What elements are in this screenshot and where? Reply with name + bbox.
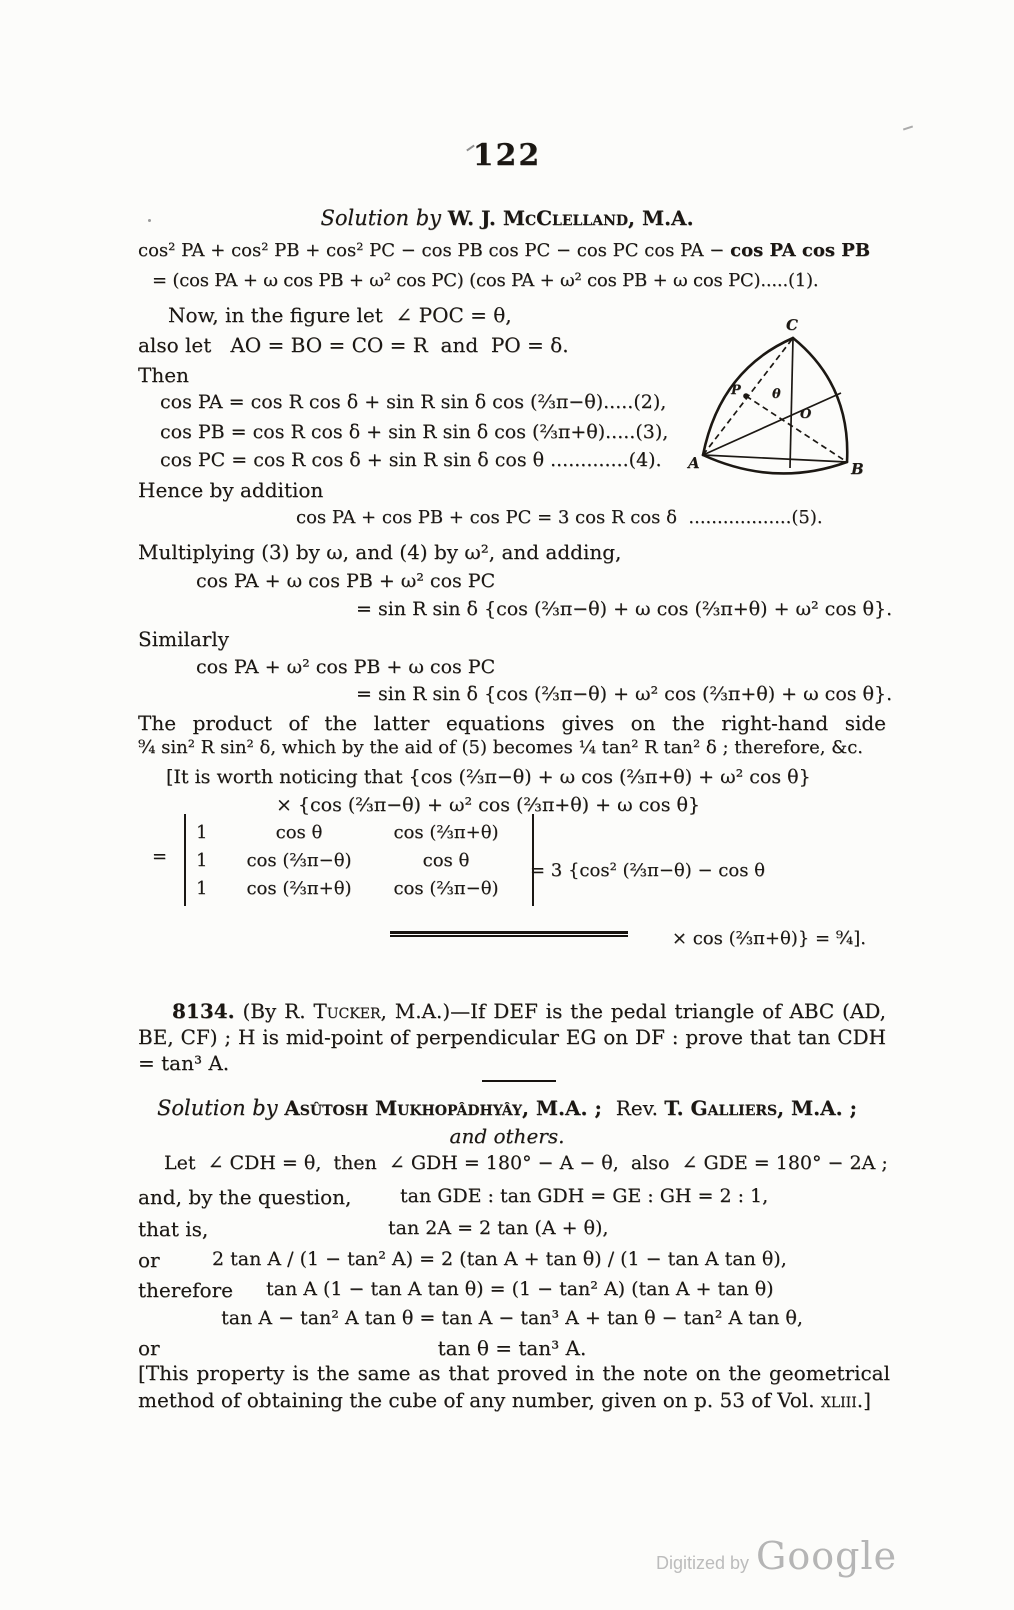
det-cell: 1 <box>196 821 208 843</box>
det-cell: cos θ <box>275 821 323 843</box>
det-cell: cos (⅔π+θ) <box>246 877 352 899</box>
digitized-by-label: Digitized by <box>656 1553 750 1573</box>
closing-note <box>138 1360 890 1414</box>
sol2-line1: Let ∠ CDH = θ, then ∠ GDH = 180° − A − θ, also ∠ GDE = 180° − 2A ; <box>164 1152 888 1174</box>
solver-name-2: T. Galliers, M.A. ; <box>664 1096 857 1120</box>
solution-by-label: Solution by <box>157 1096 285 1120</box>
bracket-note-line2: × {cos (⅔π−θ) + ω² cos (⅔π+θ) + ω cos θ} <box>275 794 701 816</box>
sol2-line5-label: therefore <box>138 1278 233 1302</box>
text-multiplying: Multiplying (3) by ω, and (4) by ω², and adding, <box>138 540 622 564</box>
note-text: [This property is the same as that proved in the note on the geometrical method of obtaining the cube of any number, given on p. 53 of Vol. <box>138 1361 890 1412</box>
text-product-line1: The product of the latter equations gives on the right-hand side <box>138 711 886 735</box>
line-A-through-O <box>703 393 841 455</box>
determinant-rhs <box>530 818 866 991</box>
figure-label-P: P <box>731 383 741 398</box>
equation-6b: = sin R sin δ {cos (⅔π−θ) + ω cos (⅔π+θ) + ω² cos θ}. <box>356 598 893 620</box>
solver-rev-label: Rev. <box>615 1096 665 1120</box>
equation-6a: cos PA + ω cos PB + ω² cos PC <box>196 570 496 592</box>
equals-sign: = <box>152 846 168 867</box>
solution2-header <box>0 1096 1014 1121</box>
sol2-line3-label: that is, <box>138 1217 209 1241</box>
text-now-in-figure: Now, in the figure let ∠ POC = θ, <box>168 303 512 327</box>
determinant-block <box>138 814 898 949</box>
solver-name: W. J. McClelland, M.A. <box>447 206 694 230</box>
determinant-matrix <box>184 814 534 906</box>
bracket-note-line1: [It is worth noticing that {cos (⅔π−θ) + ω cos (⅔π+θ) + ω² cos θ} <box>166 766 811 788</box>
det-cell: cos θ <box>422 849 470 871</box>
chord-AB <box>703 455 847 462</box>
note-text-end: .] <box>856 1388 871 1412</box>
short-rule-separator <box>482 1080 556 1082</box>
figure-svg <box>676 310 888 480</box>
sol2-line7-eq: tan θ = tan³ A. <box>437 1336 587 1360</box>
arc-CB <box>793 338 847 462</box>
sol2-line3-eq: tan 2A = 2 tan (A + θ), <box>388 1217 609 1239</box>
sol2-line2-eq: tan GDE : tan GDH = GE : GH = 2 : 1, <box>400 1185 769 1207</box>
sol2-line7-label: or <box>138 1336 160 1360</box>
equation-4: cos PC = cos R cos δ + sin R sin δ cos θ .............(4). <box>160 449 662 471</box>
figure-label-B: B <box>851 460 864 478</box>
spherical-triangle-figure <box>676 310 888 480</box>
equation-identity-line1 <box>138 240 870 262</box>
question-body: , M.A.)—If DEF is the pedal triangle of ABC (AD, BE, CF) ; H is mid-point of perpendicular EG on DF : prove that tan CDH = tan³ A. <box>138 999 886 1075</box>
solution1-header <box>0 206 1014 231</box>
equation-5: cos PA + cos PB + cos PC = 3 cos R cos δ ..................(5). <box>296 507 823 528</box>
det-cell: cos (⅔π+θ) <box>393 821 499 843</box>
equation-7b: = sin R sin δ {cos (⅔π−θ) + ω² cos (⅔π+θ) + ω cos θ}. <box>356 683 893 705</box>
text-similarly: Similarly <box>138 627 230 651</box>
google-logo: Google <box>756 1534 898 1578</box>
digitized-watermark <box>656 1534 897 1578</box>
solution-by-label: Solution by <box>320 206 448 230</box>
figure-label-theta: θ <box>772 387 781 402</box>
det-cell: cos (⅔π−θ) <box>393 877 499 899</box>
scan-artifact <box>903 126 913 131</box>
volume-roman-numeral: xliii <box>820 1388 857 1412</box>
determinant-row <box>196 874 522 902</box>
equation-3: cos PB = cos R cos δ + sin R sin δ cos (⅔π+θ).....(3), <box>160 421 669 443</box>
equation-2: cos PA = cos R cos δ + sin R sin δ cos (⅔π−θ).....(2), <box>160 391 667 413</box>
determinant-row <box>196 846 522 874</box>
question-8134 <box>138 998 886 1076</box>
question-number: 8134. <box>172 999 235 1023</box>
question-by-pre: (By R. <box>234 999 314 1023</box>
sol2-line2-label: and, by the question, <box>138 1185 352 1209</box>
text-then: Then <box>138 363 189 387</box>
text-also-let: also let AO = BO = CO = R and PO = δ. <box>138 333 569 357</box>
point-P-dot <box>743 393 749 399</box>
det-cell: 1 <box>196 849 208 871</box>
text-hence-by-addition: Hence by addition <box>138 478 324 502</box>
equation-text-bold: cos PA cos PB <box>730 240 871 261</box>
equation-7a: cos PA + ω² cos PB + ω cos PC <box>196 656 496 678</box>
figure-label-O: O <box>800 407 812 422</box>
det-rhs-line1: = 3 {cos² (⅔π−θ) − cos θ <box>530 860 766 881</box>
text-product-line2: ⁹⁄₄ sin² R sin² δ, which by the aid of (5) becomes ¼ tan² R tan² δ ; therefore, &c. <box>138 737 864 758</box>
sol2-line4-label: or <box>138 1248 160 1272</box>
figure-label-A: A <box>688 454 700 472</box>
page-number: 122 <box>472 138 542 173</box>
proposer-name: Tucker <box>313 999 381 1023</box>
figure-label-C: C <box>786 316 798 334</box>
double-rule-separator <box>390 931 628 937</box>
equation-text: cos² PA + cos² PB + cos² PC − cos PB cos PC − cos PC cos PA − <box>138 240 731 261</box>
sol2-line5-eq: tan A (1 − tan A tan θ) = (1 − tan² A) (tan A + tan θ) <box>266 1278 774 1300</box>
det-rhs-line2: × cos (⅔π+θ)} = ⁹⁄₄]. <box>671 928 866 949</box>
determinant-row <box>196 818 522 846</box>
sol2-line4-eq: 2 tan A / (1 − tan² A) = 2 (tan A + tan θ) / (1 − tan A tan θ), <box>212 1248 787 1270</box>
and-others-label: and others. <box>449 1124 565 1148</box>
det-cell: 1 <box>196 877 208 899</box>
equation-identity-line2: = (cos PA + ω cos PB + ω² cos PC) (cos PA + ω² cos PB + ω cos PC).....(1). <box>152 270 819 291</box>
det-cell: cos (⅔π−θ) <box>246 849 352 871</box>
sol2-line6-eq: tan A − tan² A tan θ = tan A − tan³ A + tan θ − tan² A tan θ, <box>221 1307 803 1329</box>
line-C-to-base <box>790 338 793 468</box>
solver-name-1: Asûtosh Mukhopâdhyây, M.A. ; <box>284 1096 616 1120</box>
